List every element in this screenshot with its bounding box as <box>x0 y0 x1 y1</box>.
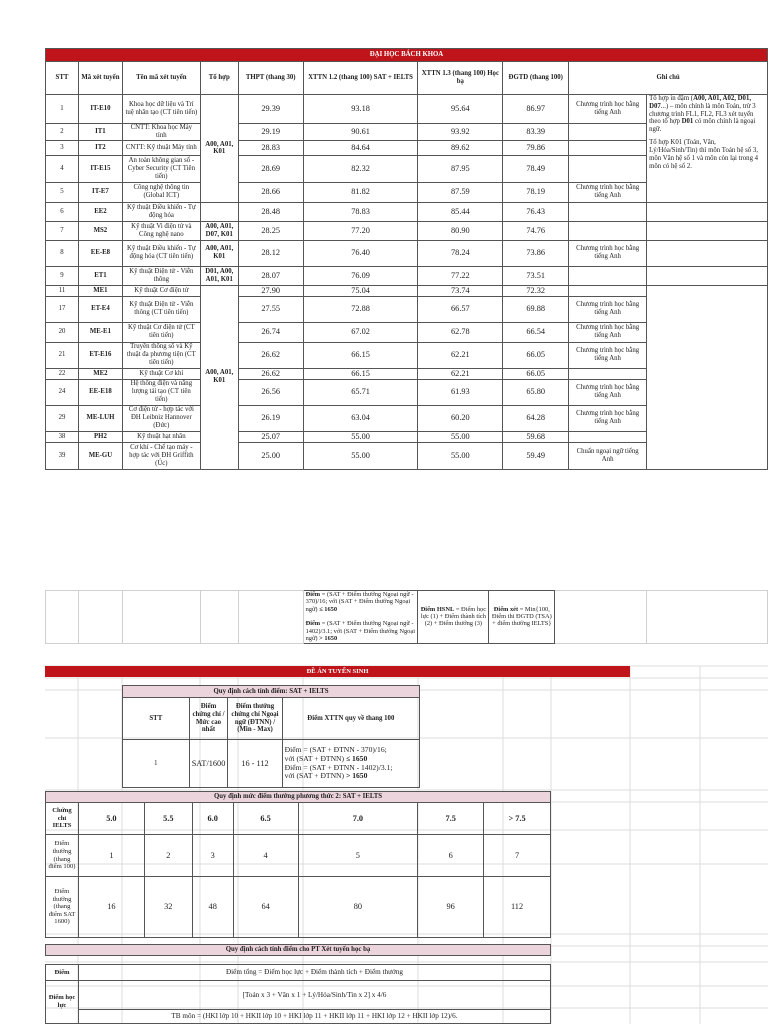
cell-xttn13: 61.93 <box>418 379 503 405</box>
sat-header-bonus: Điểm thưởng chứng chỉ Ngoại ngữ (ĐTNN) / (Min - Max) <box>228 698 282 740</box>
table-row <box>46 285 768 296</box>
cell-note <box>569 140 647 155</box>
cell-note-extra <box>647 266 768 285</box>
cell-thpt: 28.25 <box>238 221 303 240</box>
cell-xttn12: 84.64 <box>303 140 418 155</box>
cell-xttn13: 62.78 <box>418 322 503 342</box>
table-row <box>46 221 768 240</box>
cell-xttn12: 75.04 <box>303 285 418 296</box>
col-header-code: Mã xét tuyển <box>78 62 122 95</box>
cell-program: CNTT: Khoa học Máy tính <box>122 124 200 141</box>
cell-xttn12: 67.02 <box>303 322 418 342</box>
cell-xttn13: 89.62 <box>418 140 503 155</box>
cell-program: Cơ điện tử - hợp tác với ĐH Leibniz Hannover (Đức) <box>122 405 200 431</box>
cell-xttn13: 87.59 <box>418 182 503 202</box>
cell-code: MS2 <box>78 221 122 240</box>
col-header-combination: Tổ hợp <box>200 62 238 95</box>
cell-program: Khoa học dữ liệu và Trí tuệ nhân tạo (CT tiên tiến) <box>122 95 200 124</box>
cell-program: Kỹ thuật Điều khiển - Tự động hóa (CT tiên tiến) <box>122 240 200 266</box>
cell-code: ME1 <box>78 285 122 296</box>
bonus-cell: 112 <box>484 877 551 938</box>
bonus-cell: 32 <box>144 877 192 938</box>
cell-xttn12: 77.20 <box>303 221 418 240</box>
academic-score-formula: [Toán x 3 + Văn x 1 + Lý/Hóa/Sinh/Tin x 2] x 4/6 <box>78 981 550 1010</box>
cell-dgtd: 65.80 <box>503 379 569 405</box>
cell-note-extra <box>647 285 768 469</box>
sat-header-xttn: Điểm XTTN quy về thang 100 <box>282 698 419 740</box>
cell-note <box>569 202 647 221</box>
cell-thpt: 28.12 <box>238 240 303 266</box>
cell-note <box>569 266 647 285</box>
col-header-thpt: THPT (thang 30) <box>238 62 303 95</box>
cell-dgtd: 72.32 <box>503 285 569 296</box>
cell-xttn12: 65.71 <box>303 379 418 405</box>
cell-dgtd: 79.86 <box>503 140 569 155</box>
cell-note: Chương trình học bằng tiếng Anh <box>569 95 647 124</box>
bonus-cell: 64 <box>233 877 298 938</box>
bonus-cell: 80 <box>298 877 418 938</box>
transcript-rule-table <box>45 944 551 1024</box>
cell-dgtd: 66.05 <box>503 368 569 379</box>
ielts-bonus-title: Quy định mức điểm thưởng phương thức 2: SAT + IELTS <box>46 792 551 803</box>
sat-header-stt: STT <box>123 698 190 740</box>
bonus-cell: 48 <box>192 877 233 938</box>
bonus-cell: 7 <box>484 835 551 877</box>
cell-xttn12: 76.40 <box>303 240 418 266</box>
cell-note <box>569 431 647 442</box>
cell-dgtd: 59.68 <box>503 431 569 442</box>
cell-thpt: 26.74 <box>238 322 303 342</box>
ielts-cell: 7.0 <box>298 803 418 835</box>
cell-stt: 22 <box>46 368 79 379</box>
col-header-stt: STT <box>46 62 79 95</box>
subject-average-formula: TB môn = (HKI lớp 10 + HKII lớp 10 + HKI lớp 11 + HKII lớp 11 + HKI lớp 12 + HKII lớp 12)/6. <box>78 1010 550 1024</box>
cell-combination <box>200 202 238 221</box>
cell-xttn12: 93.18 <box>303 95 418 124</box>
cell-note: Chương trình học bằng tiếng Anh <box>569 405 647 431</box>
cell-program: Kỹ thuật hạt nhân <box>122 431 200 442</box>
cell-dgtd: 66.54 <box>503 322 569 342</box>
cell-thpt: 29.19 <box>238 124 303 141</box>
cell-note-extra <box>647 240 768 266</box>
ielts-row-label: Chứng chỉ IELTS <box>46 803 79 835</box>
k01-note: Tổ hợp K01 (Toán, Văn, Lý/Hóa/Sinh/Tin) thì môn Toán hệ số 3, môn Văn hệ số 1 và môn còn lại trong 4 môn có hệ số 2. <box>649 139 759 170</box>
cell-xttn13: 77.22 <box>418 266 503 285</box>
ielts-cell: 5.0 <box>78 803 144 835</box>
cell-stt: 3 <box>46 140 79 155</box>
cell-xttn12: 66.15 <box>303 342 418 368</box>
cell-thpt: 26.62 <box>238 342 303 368</box>
ielts-cell: > 7.5 <box>484 803 551 835</box>
bonus-100-label: Điểm thưởng (thang điểm 100) <box>46 835 79 877</box>
cell-program: An toàn không gian số - Cyber Security (CT Tiên tiến) <box>122 155 200 182</box>
cell-stt: 7 <box>46 221 79 240</box>
cell-xttn12: 82.32 <box>303 155 418 182</box>
col-header-program: Tên mã xét tuyển <box>122 62 200 95</box>
cell-combination: A00, A01, D07, K01 <box>200 221 238 240</box>
cell-xttn12: 90.61 <box>303 124 418 141</box>
cell-note-extra <box>647 202 768 221</box>
cell-stt: 2 <box>46 124 79 141</box>
cell-code: IT-E15 <box>78 155 122 182</box>
cell-program: CNTT: Kỹ thuật Máy tính <box>122 140 200 155</box>
cell-note: Chương trình học bằng tiếng Anh <box>569 240 647 266</box>
cell-xttn12: 63.04 <box>303 405 418 431</box>
transcript-rule-title: Quy định cách tính điểm cho PT Xét tuyển học bạ <box>46 945 551 956</box>
table-row <box>46 240 768 266</box>
cell-note: Chương trình học bằng tiếng Anh <box>569 379 647 405</box>
bonus-cell: 3 <box>192 835 233 877</box>
bonus-cell: 2 <box>144 835 192 877</box>
bonus-sat-label: Điểm thưởng (thang điểm SAT 1600) <box>46 877 79 938</box>
cell-code: ET-E4 <box>78 296 122 322</box>
academic-score-label: Điểm học lực <box>46 981 79 1024</box>
table-row <box>46 202 768 221</box>
cell-stt: 11 <box>46 285 79 296</box>
total-score-label: Điểm <box>46 965 79 981</box>
cell-program: Hệ thống điện và năng lượng tái tạo (CT tiên tiến) <box>122 379 200 405</box>
cell-code: ME-LUH <box>78 405 122 431</box>
cell-code: EE-E18 <box>78 379 122 405</box>
table-title: ĐẠI HỌC BÁCH KHOA <box>46 49 768 62</box>
cell-thpt: 25.00 <box>238 442 303 469</box>
cell-dgtd: 86.97 <box>503 95 569 124</box>
cell-thpt: 26.56 <box>238 379 303 405</box>
cell-xttn13: 95.64 <box>418 95 503 124</box>
cell-thpt: 28.48 <box>238 202 303 221</box>
cell-program: Kỹ thuật Vi điện tử và Công nghệ nano <box>122 221 200 240</box>
bonus-cell: 4 <box>233 835 298 877</box>
bonus-sat-row <box>46 877 551 938</box>
cell-dgtd: 73.86 <box>503 240 569 266</box>
cell-stt: 39 <box>46 442 79 469</box>
sat-row-formula: Điểm = (SAT + ĐTNN - 370)/16; với (SAT + ĐTNN) ≤ 1650 Điểm = (SAT + ĐTNN - 1402)/3.1; với (SAT + ĐTNN) > 1650 <box>282 740 419 788</box>
cell-stt: 21 <box>46 342 79 368</box>
cell-xttn13: 78.24 <box>418 240 503 266</box>
cell-xttn12: 55.00 <box>303 442 418 469</box>
cell-thpt: 28.69 <box>238 155 303 182</box>
table-row <box>46 266 768 285</box>
cell-code: ET-E16 <box>78 342 122 368</box>
cell-stt: 6 <box>46 202 79 221</box>
cell-program: Công nghệ thông tin (Global ICT) <box>122 182 200 202</box>
cell-note: Chương trình học bằng tiếng Anh <box>569 296 647 322</box>
cell-stt: 8 <box>46 240 79 266</box>
cell-dgtd: 69.88 <box>503 296 569 322</box>
cell-code: ME2 <box>78 368 122 379</box>
dgtd-formula-cell: Điểm xét = Min{100, Điểm thi ĐGTD (TSA) + điểm thưởng IELTS} <box>489 591 555 644</box>
cell-code: ET1 <box>78 266 122 285</box>
cell-code: PH2 <box>78 431 122 442</box>
cell-thpt: 28.07 <box>238 266 303 285</box>
cell-thpt: 25.07 <box>238 431 303 442</box>
cell-stt: 38 <box>46 431 79 442</box>
cell-xttn13: 66.57 <box>418 296 503 322</box>
cell-note: Chương trình học bằng tiếng Anh <box>569 182 647 202</box>
sat-row-cert: SAT/1600 <box>189 740 228 788</box>
cell-combination: D01, A00, A01, K01 <box>200 266 238 285</box>
cell-note-extra <box>647 221 768 240</box>
cell-code: ME-GU <box>78 442 122 469</box>
cell-xttn12: 81.82 <box>303 182 418 202</box>
cell-dgtd: 64.28 <box>503 405 569 431</box>
cell-dgtd: 76.43 <box>503 202 569 221</box>
cell-dgtd: 73.51 <box>503 266 569 285</box>
bonus-cell: 5 <box>298 835 418 877</box>
cell-stt: 29 <box>46 405 79 431</box>
cell-xttn13: 62.21 <box>418 368 503 379</box>
cell-xttn13: 85.44 <box>418 202 503 221</box>
cell-code: IT1 <box>78 124 122 141</box>
cell-note <box>569 221 647 240</box>
ielts-cell: 6.0 <box>192 803 233 835</box>
cell-xttn13: 80.90 <box>418 221 503 240</box>
cell-stt: 5 <box>46 182 79 202</box>
combination-note: Tổ hợp in đậm (A00, A01, A02, D01, D07...) – môn chính là môn Toán, trừ 3 chương trình FL1, FL2, FL3 xét tuyển theo tổ hợp D01 có môn chính là ngoại ngữ. Tổ hợp K01 (Toán, Văn, Lý/Hóa/Sinh/Tin) thì môn Toán hệ số 3, môn Văn hệ số 1 và môn còn lại trong 4 môn có hệ số 2. <box>647 95 768 203</box>
ielts-bonus-table <box>45 791 551 938</box>
cell-xttn12: 66.15 <box>303 368 418 379</box>
sat-rule-title: Quy định cách tính điểm: SAT + IELTS <box>123 686 420 698</box>
cell-thpt: 29.39 <box>238 95 303 124</box>
cell-dgtd: 78.19 <box>503 182 569 202</box>
col-header-notes: Ghi chú <box>569 62 768 95</box>
cell-note <box>569 368 647 379</box>
bonus-100-row <box>46 835 551 877</box>
cell-combination: A00, A01, K01 <box>200 285 238 469</box>
admission-plan-bar: ĐỀ ÁN TUYỂN SINH <box>45 666 630 677</box>
cell-dgtd: 78.49 <box>503 155 569 182</box>
cell-program: Kỹ thuật Điện tử - Viễn thông (CT tiên tiến) <box>122 296 200 322</box>
cell-xttn13: 87.95 <box>418 155 503 182</box>
cell-code: IT2 <box>78 140 122 155</box>
cell-xttn12: 72.88 <box>303 296 418 322</box>
cell-xttn13: 62.21 <box>418 342 503 368</box>
cell-note: Chương trình học bằng tiếng Anh <box>569 322 647 342</box>
cell-thpt: 27.55 <box>238 296 303 322</box>
cell-xttn13: 55.00 <box>418 431 503 442</box>
cell-code: ME-E1 <box>78 322 122 342</box>
cell-program: Cơ khí - Chế tạo máy - hợp tác với ĐH Griffith (Úc) <box>122 442 200 469</box>
sat-ielts-rule-table <box>122 685 420 788</box>
ielts-score-row <box>46 803 551 835</box>
total-score-formula: Điểm tổng = Điểm học lực + Điểm thành tích + Điểm thưởng <box>78 965 550 981</box>
cell-combination: A00, A01, K01 <box>200 240 238 266</box>
sat-header-cert: Điểm chứng chỉ / Mức cao nhất <box>189 698 228 740</box>
cell-note <box>569 155 647 182</box>
cell-xttn12: 78.83 <box>303 202 418 221</box>
cell-stt: 9 <box>46 266 79 285</box>
cell-thpt: 27.90 <box>238 285 303 296</box>
cell-thpt: 26.19 <box>238 405 303 431</box>
cell-thpt: 28.83 <box>238 140 303 155</box>
bonus-cell: 16 <box>78 877 144 938</box>
cell-thpt: 26.62 <box>238 368 303 379</box>
cell-dgtd: 83.39 <box>503 124 569 141</box>
cell-dgtd: 74.76 <box>503 221 569 240</box>
cell-combination: A00, A01, K01 <box>200 95 238 203</box>
cell-program: Kỹ thuật Cơ khí <box>122 368 200 379</box>
cell-dgtd: 59.49 <box>503 442 569 469</box>
cell-code: IT-E7 <box>78 182 122 202</box>
bonus-cell: 1 <box>78 835 144 877</box>
col-header-dgtd: ĐGTD (thang 100) <box>503 62 569 95</box>
cell-program: Kỹ thuật Cơ điện tử (CT tiên tiến) <box>122 322 200 342</box>
cell-note <box>569 124 647 141</box>
cell-program: Kỹ thuật Cơ điện tử <box>122 285 200 296</box>
cell-dgtd: 66.05 <box>503 342 569 368</box>
formula-partial-row <box>45 590 768 644</box>
ielts-cell: 6.5 <box>233 803 298 835</box>
sat-formula-cell: Điểm = (SAT + Điểm thưởng Ngoại ngữ - 370)/16; với (SAT + Điểm thưởng Ngoại ngữ) ≤ 1650 Điểm = (SAT + Điểm thưởng Ngoại ngữ - 1402)/3.1; với (SAT + Điểm thưởng Ngoại ngữ) > 1650 <box>303 591 418 644</box>
cell-xttn12: 76.09 <box>303 266 418 285</box>
cell-xttn13: 93.92 <box>418 124 503 141</box>
cell-note: Chương trình học bằng tiếng Anh <box>569 342 647 368</box>
cell-stt: 1 <box>46 95 79 124</box>
sat-row-bonus: 16 - 112 <box>228 740 282 788</box>
sat-row-stt: 1 <box>123 740 190 788</box>
cell-program: Kỹ thuật Điện tử - Viễn thông <box>122 266 200 285</box>
cell-stt: 4 <box>46 155 79 182</box>
cell-code: IT-E10 <box>78 95 122 124</box>
cell-xttn13: 60.20 <box>418 405 503 431</box>
cell-note: Chuẩn ngoại ngữ tiếng Anh <box>569 442 647 469</box>
cell-xttn13: 73.74 <box>418 285 503 296</box>
ielts-cell: 7.5 <box>418 803 484 835</box>
cell-program: Truyền thông số và Kỹ thuật đa phương tiện (CT tiên tiến) <box>122 342 200 368</box>
cell-xttn13: 55.00 <box>418 442 503 469</box>
cell-stt: 24 <box>46 379 79 405</box>
ielts-cell: 5.5 <box>144 803 192 835</box>
cell-xttn12: 55.00 <box>303 431 418 442</box>
hsnl-formula-cell: Điểm HSNL = Điểm học lực (1) + Điểm thành tích (2) + Điểm thưởng (3) <box>418 591 489 644</box>
cell-stt: 17 <box>46 296 79 322</box>
cell-stt: 20 <box>46 322 79 342</box>
table-row <box>46 95 768 124</box>
col-header-xttn13: XTTN 1.3 (thang 100) Học bạ <box>418 62 503 95</box>
cell-code: EE-E8 <box>78 240 122 266</box>
bonus-cell: 96 <box>418 877 484 938</box>
admission-scores-table <box>45 48 768 470</box>
cell-thpt: 28.66 <box>238 182 303 202</box>
cell-code: EE2 <box>78 202 122 221</box>
col-header-xttn12: XTTN 1.2 (thang 100) SAT + IELTS <box>303 62 418 95</box>
cell-program: Kỹ thuật Điều khiển - Tự động hóa <box>122 202 200 221</box>
bonus-cell: 6 <box>418 835 484 877</box>
cell-note <box>569 285 647 296</box>
